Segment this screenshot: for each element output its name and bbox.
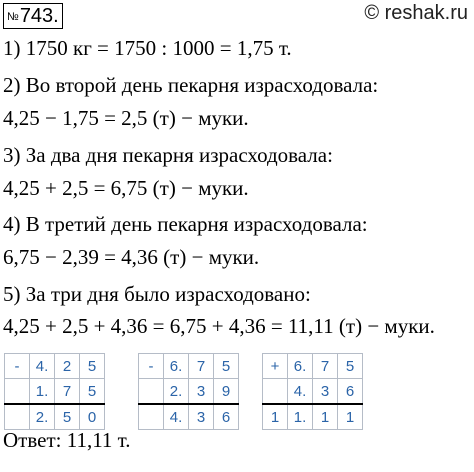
answer-text: Ответ: 11,11 т.	[3, 428, 131, 452]
digit-cell: 4.	[164, 404, 189, 430]
column-calc-3	[262, 353, 363, 430]
digit-cell: 2.	[30, 404, 55, 430]
step-line: 4,25 + 2,5 + 4,36 = 6,75 + 4,36 = 11,11 (т) − муки.	[3, 314, 435, 338]
digit-cell: 5	[55, 404, 80, 430]
step-line: 5) За три дня было израсходовано:	[3, 282, 311, 306]
digit-cell: 9	[214, 379, 239, 405]
digit-cell: 5	[80, 354, 105, 379]
digit-cell: 1	[263, 404, 288, 430]
problem-number	[3, 3, 63, 29]
digit-cell: 1	[338, 404, 363, 430]
digit-cell: 7	[313, 354, 338, 379]
digit-cell	[5, 404, 30, 430]
digit-cell: 6.	[164, 354, 189, 379]
column-calc-2	[138, 353, 239, 430]
digit-cell: 5	[80, 379, 105, 405]
column-calc-1	[4, 353, 105, 430]
digit-cell	[263, 379, 288, 405]
step-line: 4,25 − 1,75 = 2,5 (т) − муки.	[3, 106, 249, 130]
number-sign: №	[7, 11, 19, 23]
operation-sign: +	[263, 354, 288, 379]
digit-cell: 4.	[30, 354, 55, 379]
digit-cell	[139, 379, 164, 405]
operation-sign: -	[139, 354, 164, 379]
digit-cell: 1.	[288, 404, 313, 430]
digit-cell: 0	[80, 404, 105, 430]
digit-cell: 5	[214, 354, 239, 379]
digit-cell: 1	[313, 404, 338, 430]
operation-sign: -	[5, 354, 30, 379]
digit-cell: 6.	[288, 354, 313, 379]
digit-cell: 3	[313, 379, 338, 405]
digit-cell: 2	[55, 354, 80, 379]
site-watermark: © reshak.ru	[364, 2, 468, 24]
digit-cell	[139, 404, 164, 430]
problem-number-value: 743.	[19, 5, 59, 27]
digit-cell: 7	[189, 354, 214, 379]
digit-cell: 4.	[288, 379, 313, 405]
digit-cell: 1.	[30, 379, 55, 405]
digit-cell: 3	[189, 404, 214, 430]
digit-cell: 6	[214, 404, 239, 430]
step-line: 1) 1750 кг = 1750 : 1000 = 1,75 т.	[3, 36, 292, 60]
digit-cell: 6	[338, 379, 363, 405]
step-line: 2) Во второй день пекарня израсходовала:	[3, 73, 379, 97]
step-line: 6,75 − 2,39 = 4,36 (т) − муки.	[3, 245, 260, 269]
digit-cell: 3	[189, 379, 214, 405]
digit-cell: 7	[55, 379, 80, 405]
digit-cell: 5	[338, 354, 363, 379]
step-line: 4,25 + 2,5 = 6,75 (т) − муки.	[3, 176, 249, 200]
step-line: 4) В третий день пекарня израсходовала:	[3, 212, 368, 236]
step-line: 3) За два дня пекарня израсходовала:	[3, 143, 333, 167]
digit-cell: 2.	[164, 379, 189, 405]
digit-cell	[5, 379, 30, 405]
